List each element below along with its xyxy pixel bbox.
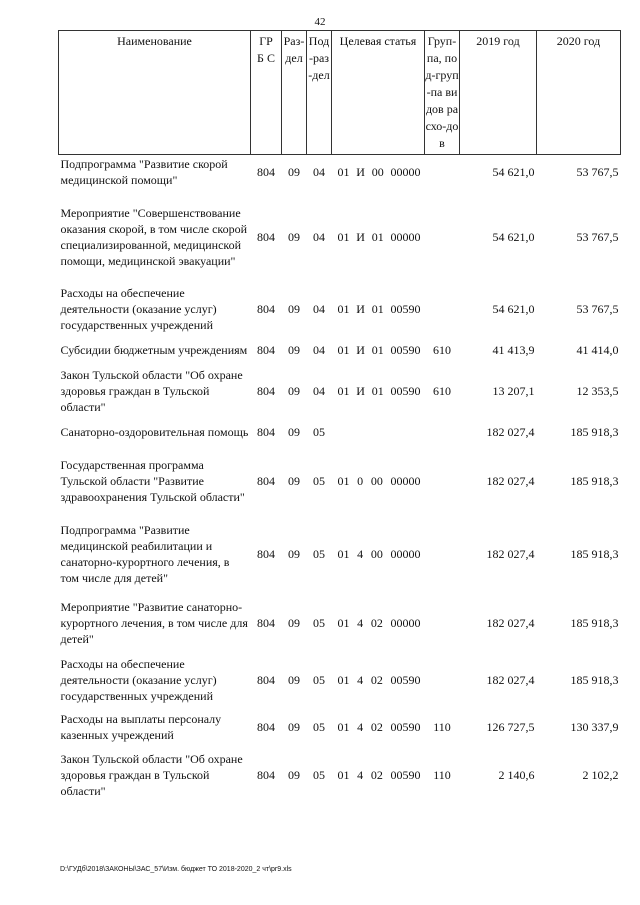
row-razdel: 09 (288, 546, 300, 561)
row-group: 110 (433, 719, 451, 734)
target-article-part: 01 (371, 301, 384, 316)
target-article-part: 4 (357, 719, 364, 734)
table-row (59, 415, 621, 449)
target-article-part: 00000 (390, 615, 421, 630)
file-path-footer: D:\ГУДб\2018\ЗАКОНЫ\ЗАС_57\Изм. бюджет ТО 2018-2020_2 чт\pr9.xls (60, 866, 292, 873)
row-value-2020: 185 918,3 (570, 473, 619, 488)
header-2020: 2020 год (537, 31, 621, 155)
row-name: Мероприятие "Совершенствование оказания скорой, в том числе скорой специализированной, медицинской помощи, медицинской эвакуации" (60, 205, 248, 268)
header-2019: 2019 год (460, 31, 537, 155)
target-article-part: 00590 (390, 767, 421, 782)
row-value-2020: 185 918,3 (570, 672, 619, 687)
row-name: Субсидии бюджетным учреждениям (60, 342, 248, 357)
target-article-part: 4 (357, 672, 364, 687)
row-grbs: 804 (257, 424, 275, 439)
target-article-part: 02 (370, 719, 383, 734)
row-name: Подпрограмма "Развитие скорой медицинской помощи" (60, 156, 228, 187)
target-article-part: 4 (357, 767, 364, 782)
target-article-part: 00000 (390, 473, 421, 488)
row-grbs: 804 (257, 342, 275, 357)
row-grbs: 804 (257, 672, 275, 687)
row-value-2020: 53 767,5 (576, 164, 619, 179)
row-group: 610 (433, 342, 451, 357)
row-name: Расходы на выплаты персоналу казенных учреждений (60, 711, 222, 742)
row-name: Мероприятие "Развитие санаторно-курортного лечения, в том числе для детей" (60, 599, 248, 646)
target-article-part: 00 (371, 164, 384, 179)
row-podrazdel: 04 (313, 229, 325, 244)
row-group (425, 595, 460, 651)
row-group: 610 (433, 383, 451, 398)
target-article-part: 01 (371, 229, 384, 244)
row-grbs: 804 (257, 473, 275, 488)
target-article-part: 01 (337, 301, 350, 316)
header-target: Целевая статья (332, 31, 425, 155)
table-row (59, 367, 621, 415)
header-name: Наименование (59, 31, 251, 155)
row-razdel: 09 (288, 164, 300, 179)
row-grbs: 804 (257, 615, 275, 630)
row-razdel: 09 (288, 672, 300, 687)
row-target-article (332, 367, 425, 415)
row-value-2019: 126 727,5 (486, 719, 535, 734)
row-group (425, 155, 460, 189)
target-article-part: 02 (370, 615, 383, 630)
row-grbs: 804 (257, 229, 275, 244)
row-grbs: 804 (257, 719, 275, 734)
table-row (59, 595, 621, 651)
target-article-part: И (356, 301, 365, 316)
row-grbs: 804 (257, 164, 275, 179)
row-value-2020: 12 353,5 (576, 383, 619, 398)
row-target-article (332, 513, 425, 595)
table-body (59, 155, 621, 805)
target-article-part: 00590 (390, 301, 421, 316)
row-target-article (332, 189, 425, 285)
row-razdel: 09 (288, 301, 300, 316)
table-row (59, 513, 621, 595)
row-target-article (332, 709, 425, 745)
row-target-article (332, 595, 425, 651)
row-grbs: 804 (257, 767, 275, 782)
target-article-part: И (356, 383, 365, 398)
row-podrazdel: 04 (313, 164, 325, 179)
row-value-2020: 53 767,5 (576, 229, 619, 244)
row-podrazdel: 04 (313, 342, 325, 357)
target-article-part: И (356, 342, 365, 357)
target-article-part: 01 (337, 229, 350, 244)
row-value-2019: 182 027,4 (486, 672, 535, 687)
row-target-article (332, 333, 425, 367)
row-group (425, 189, 460, 285)
row-value-2019: 54 621,0 (492, 301, 535, 316)
row-value-2019: 182 027,4 (486, 473, 535, 488)
target-article-part: 00590 (390, 383, 421, 398)
target-article-part: 00590 (390, 672, 421, 687)
target-article-part: 01 (337, 164, 350, 179)
row-razdel: 09 (288, 473, 300, 488)
row-name: Расходы на обеспечение деятельности (оказание услуг) государственных учреждений (60, 656, 217, 703)
row-group (425, 415, 460, 449)
row-razdel: 09 (288, 229, 300, 244)
header-grbs: ГРБ С (251, 31, 282, 155)
table-row (59, 449, 621, 513)
row-razdel: 09 (288, 383, 300, 398)
target-article-part: 01 (337, 546, 350, 561)
row-group (425, 651, 460, 709)
row-value-2019: 182 027,4 (486, 424, 535, 439)
row-target-article (332, 449, 425, 513)
row-grbs: 804 (257, 546, 275, 561)
target-article-part: 01 (337, 473, 350, 488)
row-name: Подпрограмма "Развитие медицинской реабилитации и санаторно-курортного лечения, в том числе для детей" (60, 522, 230, 585)
target-article-part: 01 (337, 615, 350, 630)
row-value-2020: 130 337,9 (570, 719, 619, 734)
target-article-part: 0 (357, 473, 364, 488)
row-value-2020: 185 918,3 (570, 546, 619, 561)
target-article-part: 01 (371, 342, 384, 357)
target-article-part: 01 (337, 342, 350, 357)
target-article-part: 4 (357, 546, 364, 561)
target-article-part: 00590 (390, 342, 421, 357)
row-razdel: 09 (288, 342, 300, 357)
row-value-2019: 54 621,0 (492, 229, 535, 244)
row-target-article (332, 155, 425, 189)
target-article-part: 02 (370, 672, 383, 687)
target-article-part: 00 (370, 473, 383, 488)
target-article-part: 01 (337, 383, 350, 398)
table-row (59, 745, 621, 805)
header-group: Груп-па, под-груп-па видов расхо-дов (425, 31, 460, 155)
row-name: Закон Тульской области "Об охране здоровья граждан в Тульской области" (60, 367, 243, 414)
row-target-article (332, 285, 425, 333)
target-article-part: 00000 (390, 229, 421, 244)
row-value-2020: 53 767,5 (576, 301, 619, 316)
row-podrazdel: 05 (313, 672, 325, 687)
row-value-2020: 185 918,3 (570, 615, 619, 630)
target-article-part: 02 (370, 767, 383, 782)
row-razdel: 09 (288, 767, 300, 782)
row-podrazdel: 05 (313, 615, 325, 630)
row-value-2019: 182 027,4 (486, 615, 535, 630)
target-article-part: И (356, 164, 365, 179)
row-value-2019: 182 027,4 (486, 546, 535, 561)
row-razdel: 09 (288, 615, 300, 630)
row-target-article (332, 651, 425, 709)
row-podrazdel: 05 (313, 767, 325, 782)
row-podrazdel: 05 (313, 546, 325, 561)
row-podrazdel: 05 (313, 719, 325, 734)
table-row (59, 285, 621, 333)
row-podrazdel: 05 (313, 424, 325, 439)
row-grbs: 804 (257, 383, 275, 398)
row-podrazdel: 04 (313, 383, 325, 398)
target-article-part: 01 (337, 719, 350, 734)
table-header (59, 31, 621, 155)
row-value-2019: 2 140,6 (498, 767, 535, 782)
target-article-part: 00000 (390, 546, 421, 561)
table-row (59, 333, 621, 367)
row-group (425, 285, 460, 333)
target-article-part: 01 (337, 767, 350, 782)
row-name: Санаторно-оздоровительная помощь (60, 424, 249, 439)
row-value-2019: 41 413,9 (492, 342, 535, 357)
row-value-2020: 2 102,2 (582, 767, 619, 782)
target-article-part: 00000 (390, 164, 421, 179)
row-podrazdel: 05 (313, 473, 325, 488)
row-razdel: 09 (288, 424, 300, 439)
target-article-part: 01 (371, 383, 384, 398)
row-name: Расходы на обеспечение деятельности (оказание услуг) государственных учреждений (60, 285, 217, 332)
row-name: Закон Тульской области "Об охране здоровья граждан в Тульской области" (60, 751, 243, 798)
row-grbs: 804 (257, 301, 275, 316)
row-razdel: 09 (288, 719, 300, 734)
row-target-article (332, 415, 425, 449)
row-value-2019: 13 207,1 (492, 383, 535, 398)
budget-table (58, 30, 621, 805)
row-value-2019: 54 621,0 (492, 164, 535, 179)
target-article-part: 00590 (390, 719, 421, 734)
row-group (425, 449, 460, 513)
target-article-part: 4 (357, 615, 364, 630)
row-name: Государственная программа Тульской области "Развитие здравоохранения Тульской области" (60, 457, 245, 504)
page-number: 42 (314, 16, 326, 28)
table-row (59, 155, 621, 189)
row-value-2020: 185 918,3 (570, 424, 619, 439)
row-podrazdel: 04 (313, 301, 325, 316)
target-article-part: 01 (337, 672, 350, 687)
table-row (59, 651, 621, 709)
row-group (425, 513, 460, 595)
header-podrazdel: Под-раз-дел (307, 31, 332, 155)
row-target-article (332, 745, 425, 805)
row-value-2020: 41 414,0 (576, 342, 619, 357)
header-razdel: Раз-дел (282, 31, 307, 155)
table-row (59, 709, 621, 745)
target-article-part: 00 (370, 546, 383, 561)
table-row (59, 189, 621, 285)
row-group: 110 (433, 767, 451, 782)
target-article-part: И (356, 229, 365, 244)
